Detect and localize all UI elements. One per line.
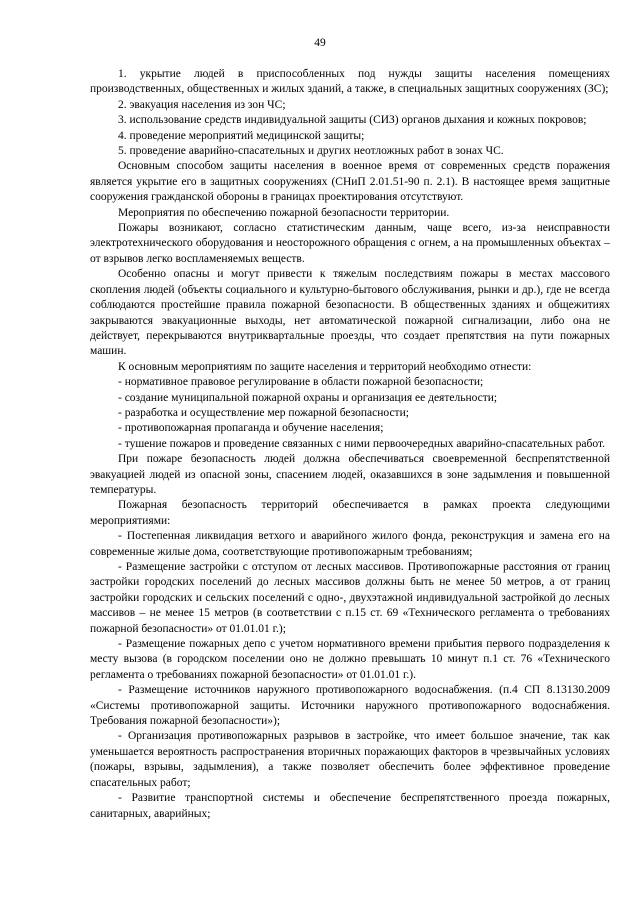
paragraph: 1. укрытие людей в приспособленных под нужды защиты населения помещениях производственных, общественных и жилых зданий, а также, в специальных защитных сооружениях (ЗС); (90, 68, 610, 96)
paragraph: 5. проведение аварийно-спасательных и других неотложных работ в зонах ЧС. (118, 145, 504, 158)
paragraph: - Организация противопожарных разрывов в застройке, что имеет большое значение, так как уменьшается вероятность распространения вторичных поражающих факторов в чрезвычайных условиях (пожары, взрывы, задымления), а также позволяет обеспечить более эффективное проведение спасательных работ; (90, 730, 610, 789)
paragraph: - нормативное правовое регулирование в области пожарной безопасности; (118, 376, 484, 389)
paragraph: Особенно опасны и могут привести к тяжелым последствиям пожары в местах массового скопления людей (объекты социального и культурно-бытового обслуживания, рынки и др.), где не всегда соблюдаются простейшие правила пожарной безопасности. В общественных зданиях и общежитиях закрываются эвакуационные выходы, нет автоматической пожарной сигнализации, либо она не действует, перекрываются внутриквартальные проезды, что создает препятствия на пути пожарных машин. (90, 268, 610, 358)
paragraph: - тушение пожаров и проведение связанных с ними первоочередных аварийно-спасательных работ. (118, 437, 606, 450)
paragraph: - Размещение застройки с отступом от лесных массивов. Противопожарные расстояния от границ застройки городских поселений до лесных массивов должны быть не менее 50 метров, а от границ застройки городских и сельских поселений с одно-, двухэтажной индивидуальной застройкой до лесных массивов – не менее 15 метров (в соответствии с п.15 ст. 69 «Технического регламента о требованиях пожарной безопасности» от 01.01.01 г.); (90, 561, 610, 635)
paragraph: - Развитие транспортной системы и обеспечение беспрепятственного проезда пожарных, санитарных, аварийных; (90, 792, 610, 820)
paragraph: При пожаре безопасность людей должна обеспечиваться своевременной беспрепятственной эвакуацией людей из опасной зоны, спасением людей, оказавшихся в зоне задымления и повышенной температуры. (90, 453, 610, 496)
paragraph: Основным способом защиты населения в военное время от современных средств поражения является укрытие его в защитных сооружениях (СНиП 2.01.51-90 п. 2.1). В настоящее время защитные сооружения гражданской обороны в границах проектирования отсутствуют. (90, 160, 610, 204)
paragraph: К основным мероприятиям по защите населения и территорий необходимо отнести: (118, 360, 532, 373)
document-body (90, 67, 610, 822)
paragraph: 4. проведение мероприятий медицинской защиты; (118, 129, 365, 142)
paragraph: Пожарная безопасность территорий обеспечивается в рамках проекта следующими мероприятиями: (90, 499, 610, 527)
paragraph: - Постепенная ликвидация ветхого и аварийного жилого фонда, реконструкция и замена его на современные жилые дома, соответствующие противопожарным требованиям; (90, 530, 610, 558)
paragraph: 2. эвакуация населения из зон ЧС; (118, 98, 286, 111)
paragraph: - создание муниципальной пожарной охраны и организация ее деятельности; (118, 391, 498, 404)
page-number: 49 (314, 37, 326, 49)
paragraph: - противопожарная пропаганда и обучение населения; (118, 422, 384, 435)
paragraph: - разработка и осуществление мер пожарной безопасности; (118, 406, 409, 419)
paragraph: - Размещение источников наружного противопожарного водоснабжения. (п.4 СП 8.13130.2009 «Системы противопожарной защиты. Источники наружного противопожарного водоснабжения. Требования пожарной безопасности»); (90, 684, 610, 728)
paragraph: 3. использование средств индивидуальной защиты (СИЗ) органов дыхания и кожных покровов; (118, 114, 587, 127)
paragraph: Мероприятия по обеспечению пожарной безопасности территории. (118, 206, 450, 219)
paragraph: Пожары возникают, согласно статистическим данным, чаще всего, из-за неисправности электротехнического оборудования и неосторожного обращения с огнем, а на промышленных объектах – от взрывов легко воспламеняемых веществ. (90, 222, 610, 265)
paragraph: - Размещение пожарных депо с учетом нормативного времени прибытия первого подразделения к месту вызова (в городском поселении оно не должно превышать 10 минут п.1 ст. 76 «Технического регламента о требованиях пожарной безопасности» от 01.01.01 г.). (90, 638, 610, 681)
